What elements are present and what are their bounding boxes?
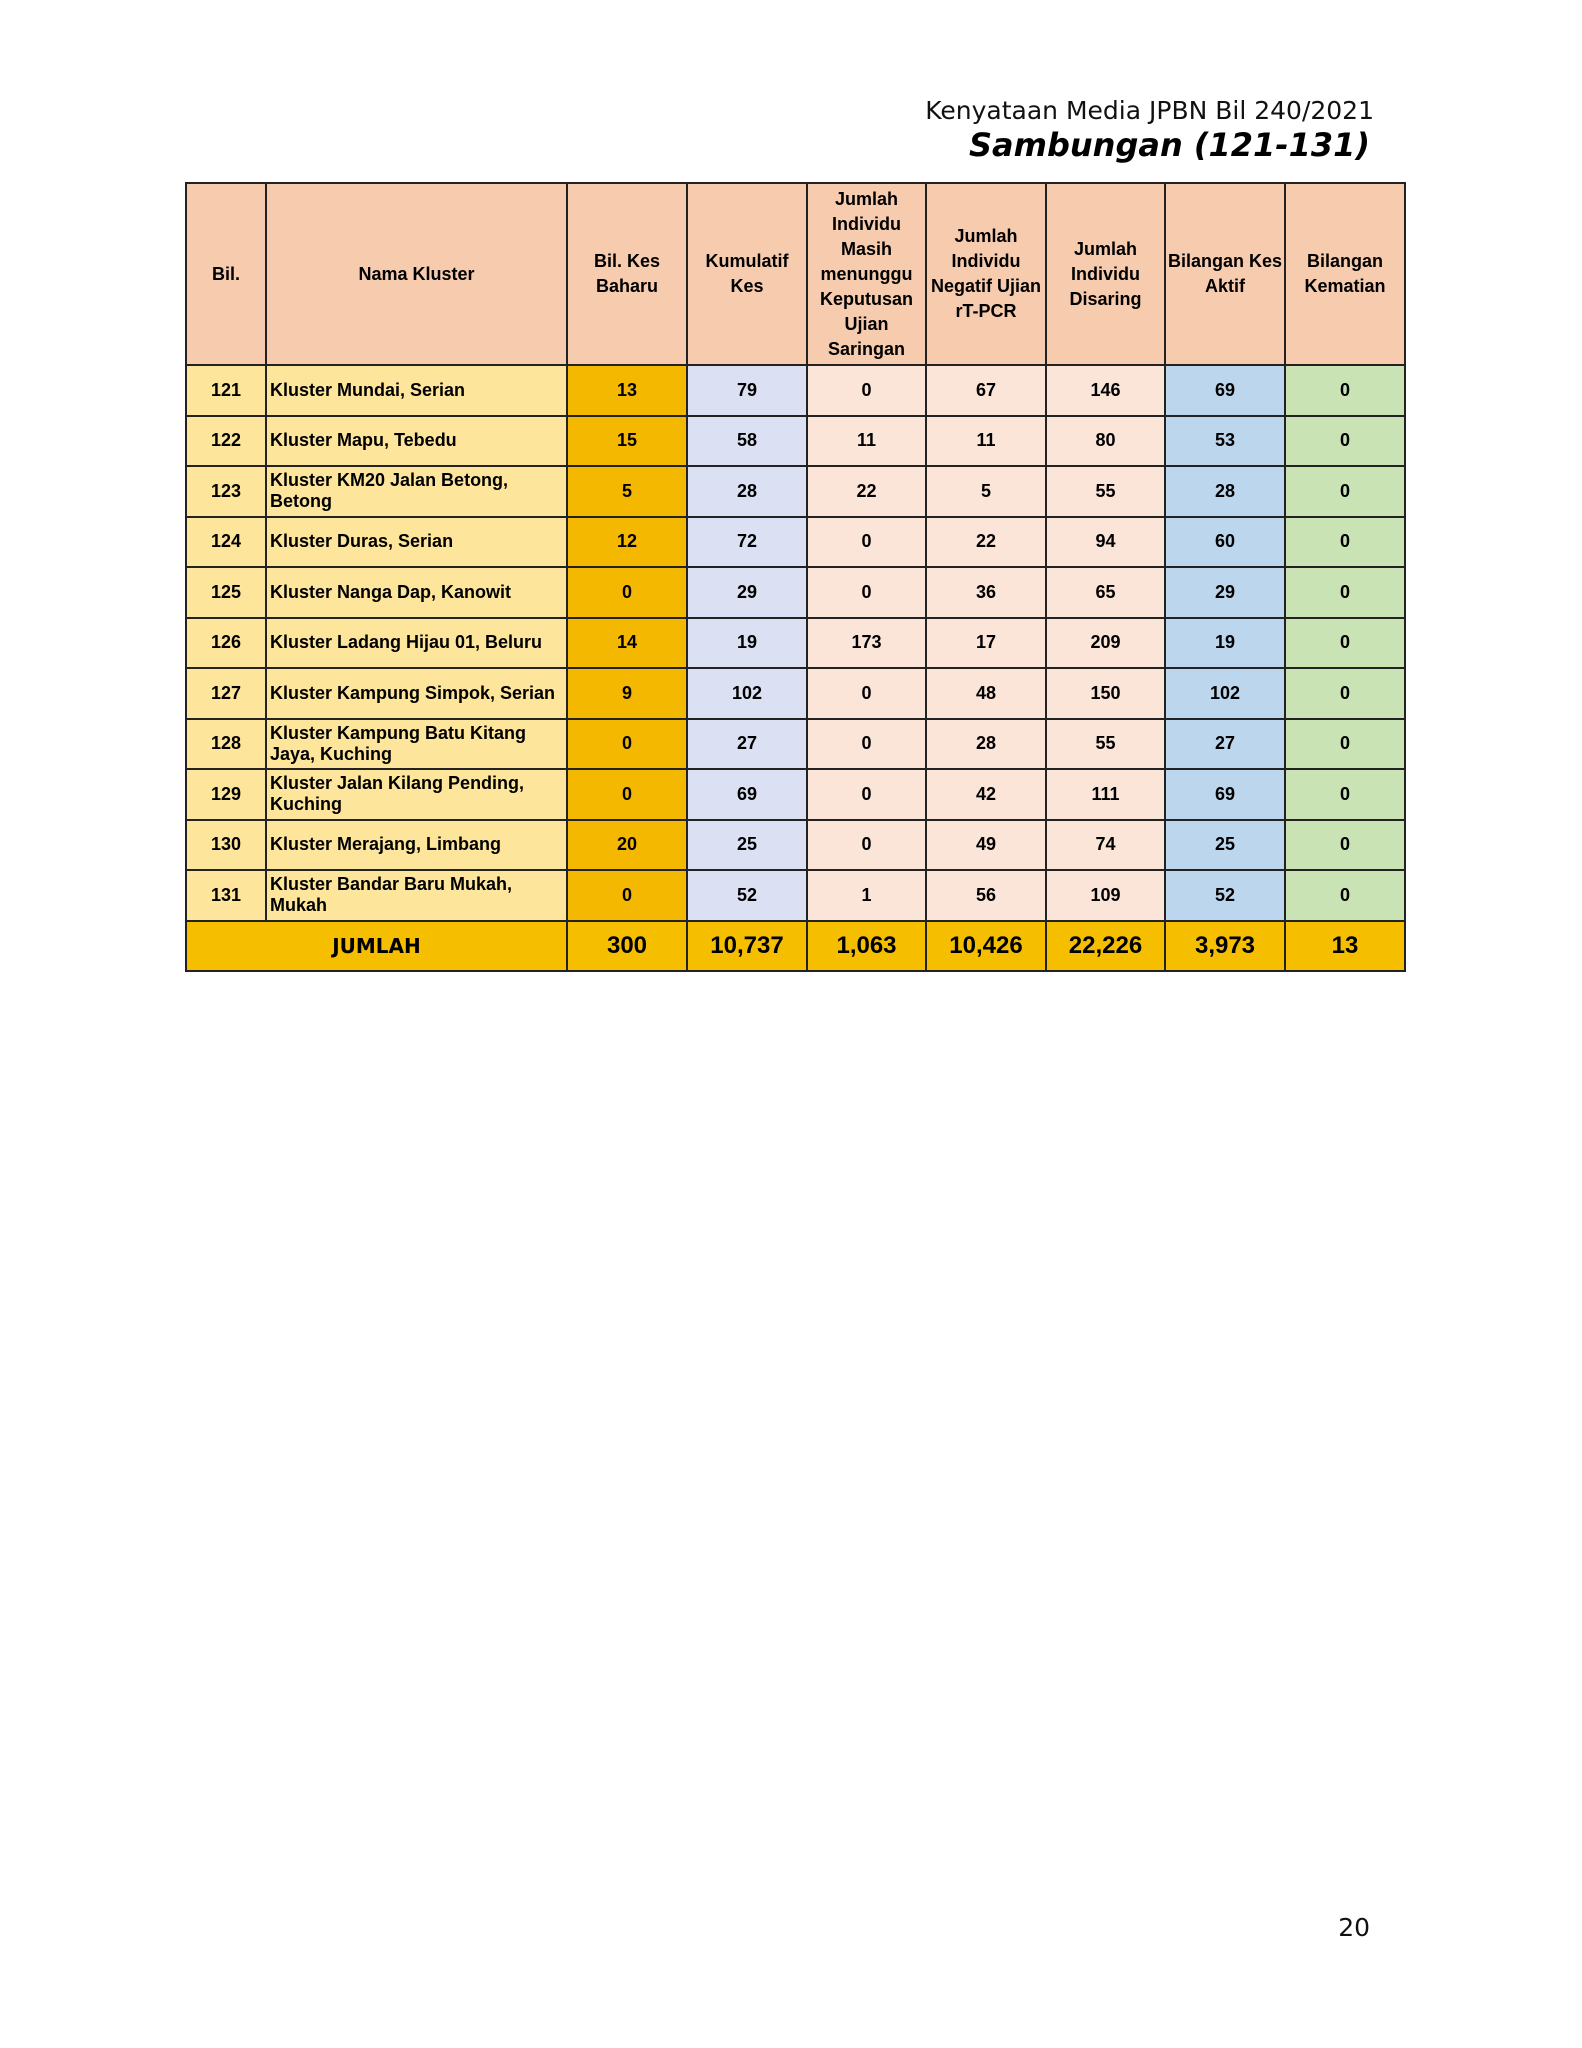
negative-rtpcr-cell: 11 — [926, 416, 1046, 467]
cluster-name-cell: Kluster Merajang, Limbang — [266, 820, 567, 871]
total-deaths-cell: 13 — [1285, 921, 1405, 971]
pending-results-cell: 173 — [807, 618, 926, 669]
column-header-col-individu-disaring: Jumlah Individu Disaring — [1046, 183, 1165, 365]
column-header-col-kumulatif-kes: Kumulatif Kes — [687, 183, 807, 365]
new-cases-cell: 20 — [567, 820, 687, 871]
row-number-cell: 131 — [186, 870, 266, 921]
active-cases-cell: 27 — [1165, 719, 1285, 770]
pending-results-cell: 0 — [807, 668, 926, 719]
active-cases-cell: 53 — [1165, 416, 1285, 467]
new-cases-cell: 5 — [567, 466, 687, 517]
new-cases-cell: 13 — [567, 365, 687, 416]
column-header-col-kes-aktif: Bilangan Kes Aktif — [1165, 183, 1285, 365]
pending-results-cell: 1 — [807, 870, 926, 921]
cumulative-cases-cell: 58 — [687, 416, 807, 467]
new-cases-cell: 12 — [567, 517, 687, 568]
negative-rtpcr-cell: 28 — [926, 719, 1046, 770]
pending-results-cell: 11 — [807, 416, 926, 467]
total-cumulative-cell: 10,737 — [687, 921, 807, 971]
negative-rtpcr-cell: 49 — [926, 820, 1046, 871]
negative-rtpcr-cell: 17 — [926, 618, 1046, 669]
table-row — [186, 416, 1405, 467]
pending-results-cell: 0 — [807, 567, 926, 618]
cluster-name-cell: Kluster Bandar Baru Mukah, Mukah — [266, 870, 567, 921]
new-cases-cell: 14 — [567, 618, 687, 669]
cluster-name-cell: Kluster Mundai, Serian — [266, 365, 567, 416]
cluster-name-cell: Kluster KM20 Jalan Betong, Betong — [266, 466, 567, 517]
cluster-name-cell: Kluster Nanga Dap, Kanowit — [266, 567, 567, 618]
cluster-name-cell: Kluster Kampung Batu Kitang Jaya, Kuching — [266, 719, 567, 770]
row-number-cell: 125 — [186, 567, 266, 618]
cumulative-cases-cell: 25 — [687, 820, 807, 871]
row-number-cell: 121 — [186, 365, 266, 416]
table-row — [186, 567, 1405, 618]
page-number: 20 — [1338, 1913, 1370, 1942]
cumulative-cases-cell: 69 — [687, 769, 807, 820]
cluster-name-cell: Kluster Mapu, Tebedu — [266, 416, 567, 467]
table-row — [186, 466, 1405, 517]
total-negative-cell: 10,426 — [926, 921, 1046, 971]
pending-results-cell: 0 — [807, 719, 926, 770]
deaths-cell: 0 — [1285, 769, 1405, 820]
table-row — [186, 365, 1405, 416]
screened-individuals-cell: 209 — [1046, 618, 1165, 669]
screened-individuals-cell: 55 — [1046, 466, 1165, 517]
cumulative-cases-cell: 102 — [687, 668, 807, 719]
row-number-cell: 122 — [186, 416, 266, 467]
screened-individuals-cell: 150 — [1046, 668, 1165, 719]
cluster-name-cell: Kluster Duras, Serian — [266, 517, 567, 568]
screened-individuals-cell: 74 — [1046, 820, 1165, 871]
cluster-name-cell: Kluster Kampung Simpok, Serian — [266, 668, 567, 719]
negative-rtpcr-cell: 48 — [926, 668, 1046, 719]
negative-rtpcr-cell: 5 — [926, 466, 1046, 517]
new-cases-cell: 0 — [567, 870, 687, 921]
cumulative-cases-cell: 29 — [687, 567, 807, 618]
cumulative-cases-cell: 27 — [687, 719, 807, 770]
cluster-table — [185, 182, 1406, 972]
deaths-cell: 0 — [1285, 365, 1405, 416]
table-row — [186, 769, 1405, 820]
pending-results-cell: 0 — [807, 769, 926, 820]
new-cases-cell: 15 — [567, 416, 687, 467]
cluster-name-cell: Kluster Ladang Hijau 01, Beluru — [266, 618, 567, 669]
table-row — [186, 820, 1405, 871]
row-number-cell: 126 — [186, 618, 266, 669]
table-row — [186, 870, 1405, 921]
negative-rtpcr-cell: 36 — [926, 567, 1046, 618]
cumulative-cases-cell: 52 — [687, 870, 807, 921]
total-label: JUMLAH — [186, 921, 567, 971]
pending-results-cell: 0 — [807, 365, 926, 416]
row-number-cell: 128 — [186, 719, 266, 770]
cumulative-cases-cell: 79 — [687, 365, 807, 416]
total-active-cell: 3,973 — [1165, 921, 1285, 971]
deaths-cell: 0 — [1285, 618, 1405, 669]
screened-individuals-cell: 65 — [1046, 567, 1165, 618]
cumulative-cases-cell: 72 — [687, 517, 807, 568]
total-screened-cell: 22,226 — [1046, 921, 1165, 971]
screened-individuals-cell: 94 — [1046, 517, 1165, 568]
deaths-cell: 0 — [1285, 567, 1405, 618]
negative-rtpcr-cell: 56 — [926, 870, 1046, 921]
deaths-cell: 0 — [1285, 870, 1405, 921]
column-header-col-kematian: Bilangan Kematian — [1285, 183, 1405, 365]
deaths-cell: 0 — [1285, 416, 1405, 467]
screened-individuals-cell: 146 — [1046, 365, 1165, 416]
negative-rtpcr-cell: 22 — [926, 517, 1046, 568]
screened-individuals-cell: 55 — [1046, 719, 1165, 770]
active-cases-cell: 28 — [1165, 466, 1285, 517]
table-row — [186, 719, 1405, 770]
screened-individuals-cell: 111 — [1046, 769, 1165, 820]
column-header-col-menunggu-keputusan: Jumlah Individu Masih menunggu Keputusan Ujian Saringan — [807, 183, 926, 365]
deaths-cell: 0 — [1285, 517, 1405, 568]
active-cases-cell: 69 — [1165, 365, 1285, 416]
row-number-cell: 129 — [186, 769, 266, 820]
new-cases-cell: 9 — [567, 668, 687, 719]
cluster-name-cell: Kluster Jalan Kilang Pending, Kuching — [266, 769, 567, 820]
row-number-cell: 127 — [186, 668, 266, 719]
new-cases-cell: 0 — [567, 567, 687, 618]
active-cases-cell: 69 — [1165, 769, 1285, 820]
negative-rtpcr-cell: 42 — [926, 769, 1046, 820]
cumulative-cases-cell: 19 — [687, 618, 807, 669]
screened-individuals-cell: 109 — [1046, 870, 1165, 921]
deaths-cell: 0 — [1285, 719, 1405, 770]
column-header-col-negatif-rtpcr: Jumlah Individu Negatif Ujian rT-PCR — [926, 183, 1046, 365]
table-row — [186, 618, 1405, 669]
pending-results-cell: 0 — [807, 820, 926, 871]
active-cases-cell: 29 — [1165, 567, 1285, 618]
active-cases-cell: 102 — [1165, 668, 1285, 719]
active-cases-cell: 25 — [1165, 820, 1285, 871]
table-header-row — [186, 183, 1405, 365]
document-subtitle: Sambungan (121-131) — [969, 126, 1370, 164]
new-cases-cell: 0 — [567, 719, 687, 770]
pending-results-cell: 22 — [807, 466, 926, 517]
new-cases-cell: 0 — [567, 769, 687, 820]
deaths-cell: 0 — [1285, 466, 1405, 517]
deaths-cell: 0 — [1285, 668, 1405, 719]
total-row — [186, 921, 1405, 971]
deaths-cell: 0 — [1285, 820, 1405, 871]
table-row — [186, 517, 1405, 568]
column-header-col-bil-kes-baharu: Bil. Kes Baharu — [567, 183, 687, 365]
table-row — [186, 668, 1405, 719]
pending-results-cell: 0 — [807, 517, 926, 568]
active-cases-cell: 52 — [1165, 870, 1285, 921]
document-reference: Kenyataan Media JPBN Bil 240/2021 — [925, 96, 1374, 125]
screened-individuals-cell: 80 — [1046, 416, 1165, 467]
total-new-cases-cell: 300 — [567, 921, 687, 971]
column-header-col-nama-kluster: Nama Kluster — [266, 183, 567, 365]
row-number-cell: 130 — [186, 820, 266, 871]
cumulative-cases-cell: 28 — [687, 466, 807, 517]
negative-rtpcr-cell: 67 — [926, 365, 1046, 416]
column-header-col-bil: Bil. — [186, 183, 266, 365]
total-pending-cell: 1,063 — [807, 921, 926, 971]
active-cases-cell: 60 — [1165, 517, 1285, 568]
row-number-cell: 123 — [186, 466, 266, 517]
active-cases-cell: 19 — [1165, 618, 1285, 669]
row-number-cell: 124 — [186, 517, 266, 568]
